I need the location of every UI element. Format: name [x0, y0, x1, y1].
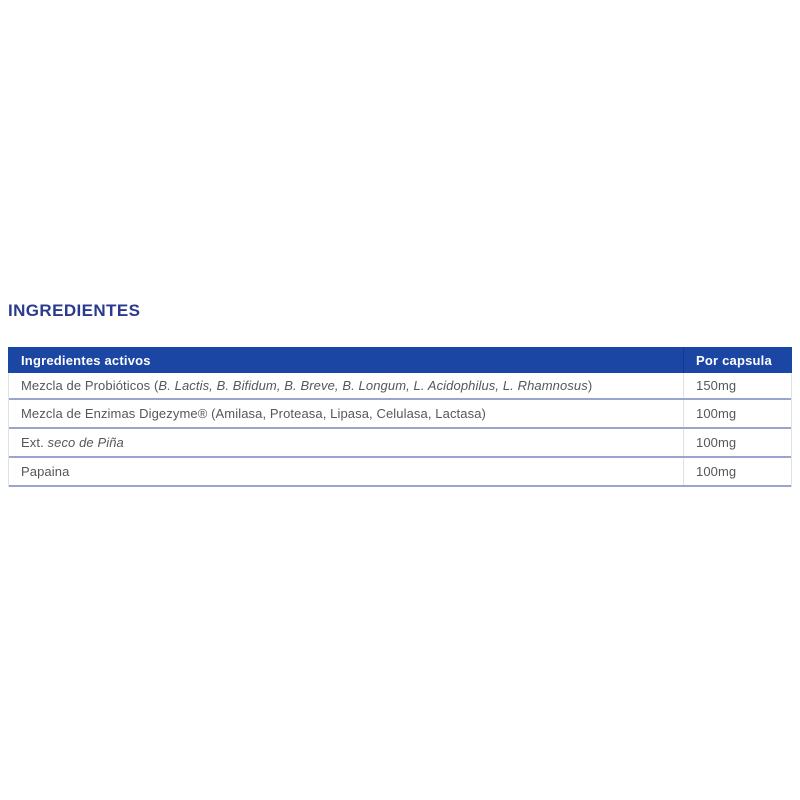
ingredient-name-text: Mezcla de Probióticos ( [21, 378, 159, 393]
ingredient-name [9, 400, 683, 427]
table-row [9, 458, 791, 487]
table-row [9, 400, 791, 429]
ingredient-amount: 100mg [683, 458, 791, 485]
ingredient-name-latin: B. Lactis, B. Bifidum, B. Breve, B. Longum, L. Acidophilus, L. Rhamnosus [158, 378, 588, 393]
table-body [8, 373, 792, 487]
ingredient-name [9, 429, 683, 456]
ingredient-amount: 100mg [683, 400, 791, 427]
table-header-row [8, 347, 792, 373]
ingredient-amount: 150mg [683, 373, 791, 398]
page-title: INGREDIENTES [8, 301, 141, 320]
ingredient-name [9, 458, 683, 485]
table-row [9, 429, 791, 458]
ingredient-name-latin: seco de Piña [47, 435, 124, 450]
column-header-per-capsule: Por capsula [683, 347, 792, 373]
ingredient-name-text: Papaina [21, 464, 70, 479]
ingredient-amount: 100mg [683, 429, 791, 456]
ingredient-name [9, 373, 683, 398]
ingredient-name-text: Mezcla de Enzimas Digezyme® (Amilasa, Proteasa, Lipasa, Celulasa, Lactasa) [21, 406, 486, 421]
ingredients-table [8, 347, 792, 487]
column-header-active-ingredients: Ingredientes activos [21, 352, 151, 368]
table-row [9, 373, 791, 400]
ingredient-name-text: Ext. [21, 435, 48, 450]
ingredient-name-text: ) [587, 378, 593, 393]
